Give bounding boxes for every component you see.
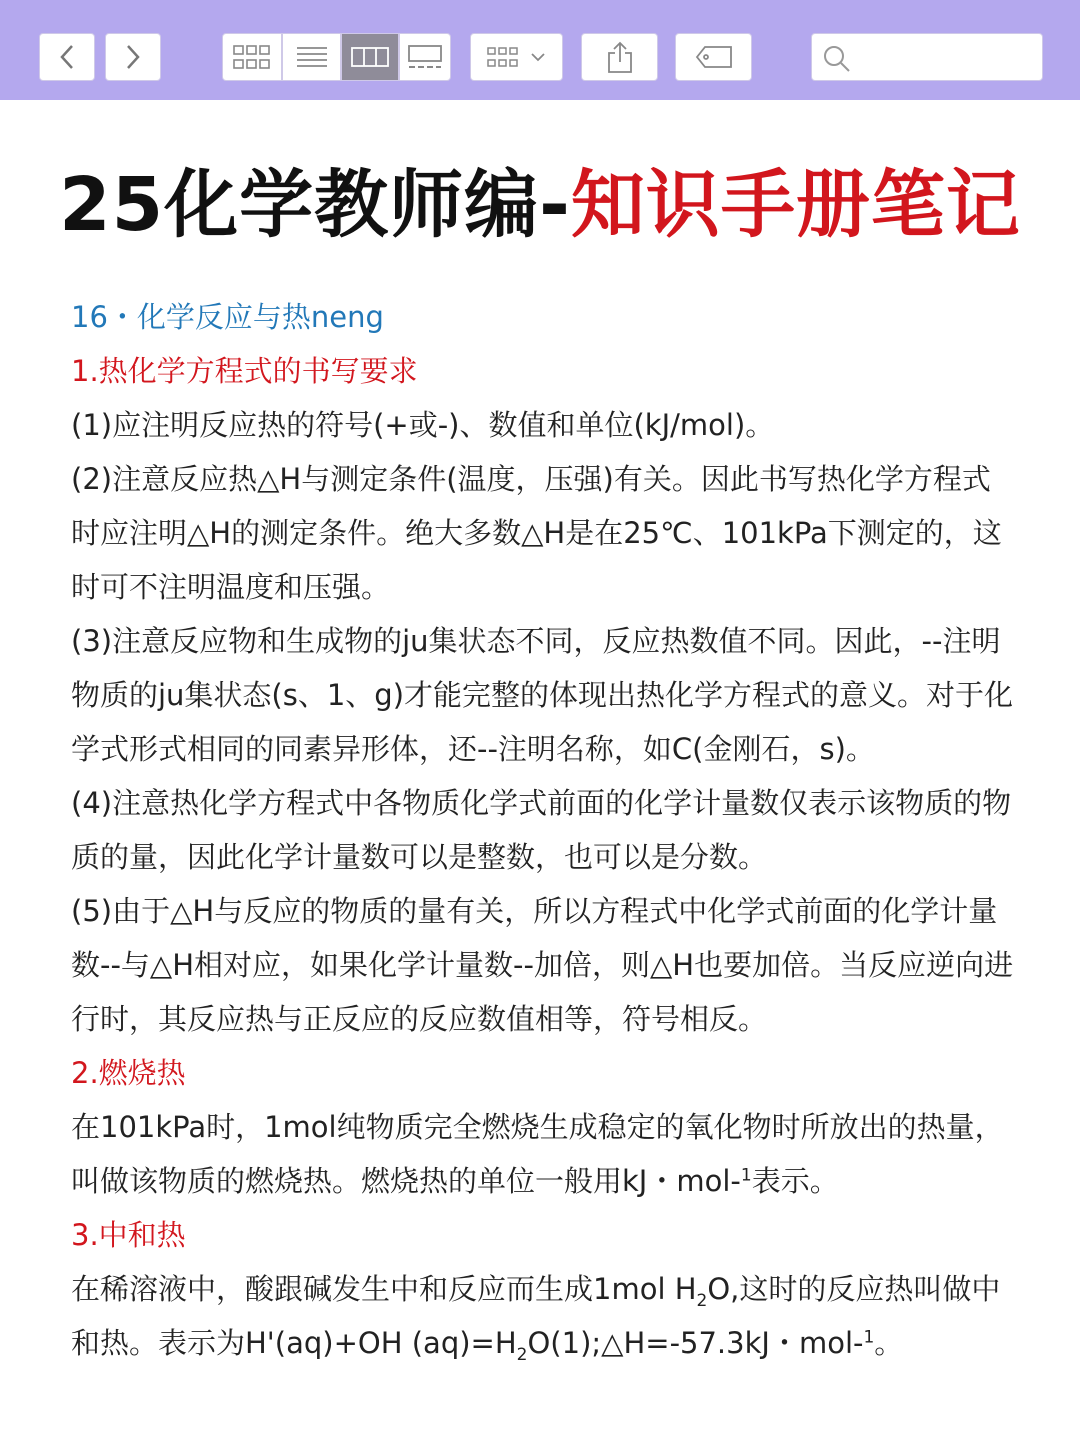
forward-icon bbox=[123, 43, 143, 71]
paragraph-2: (2)注意反应热△H与测定条件(温度，压强)有关。因此书写热化学方程式时应注明△H的测定条件。绝大多数△H是在25℃、101kPa下测定的，这时可不注明温度和压强。 bbox=[71, 462, 1002, 604]
paragraph-6-tail: 表示。 bbox=[751, 1164, 839, 1198]
paragraph-6 bbox=[71, 1100, 1016, 1208]
subscript: 2 bbox=[696, 1290, 708, 1311]
search-icon bbox=[822, 44, 852, 74]
back-button[interactable] bbox=[39, 33, 95, 81]
share-button[interactable] bbox=[581, 33, 658, 81]
column-view-button[interactable] bbox=[341, 33, 399, 81]
paragraph-7-text-2: O,这时的反应热叫做中和热。表示为H'(aq)+OH (aq)=H bbox=[71, 1272, 1001, 1360]
paragraph-7-tail: 。 bbox=[874, 1326, 904, 1360]
list-view-icon bbox=[295, 44, 329, 70]
grid-view-icon bbox=[232, 43, 272, 71]
tag-icon bbox=[694, 44, 734, 70]
note-body bbox=[71, 290, 1016, 1370]
grid-view-button[interactable] bbox=[222, 33, 282, 81]
subscript: 2 bbox=[516, 1344, 528, 1365]
group-button[interactable] bbox=[470, 33, 563, 81]
subheading-3: 3.中和热 bbox=[71, 1218, 186, 1252]
paragraph-6-text: 在101kPa时，1mol纯物质完全燃烧生成稳定的氧化物时所放出的热量，叫做该物质的燃烧热。燃烧热的单位一般用kJ・mol- bbox=[71, 1110, 1004, 1198]
title-accent: 知识手册笔记 bbox=[570, 162, 1021, 248]
tag-button[interactable] bbox=[675, 33, 752, 81]
paragraph-7-text-3: O(1);△H=-57.3kJ・mol- bbox=[527, 1326, 864, 1360]
paragraph-1: (1)应注明反应热的符号(+或-)、数值和单位(kJ/mol)。 bbox=[71, 408, 775, 442]
forward-button[interactable] bbox=[105, 33, 161, 81]
paragraph-7 bbox=[71, 1262, 1016, 1370]
group-icon bbox=[482, 43, 552, 71]
section-heading: 16・化学反应与热neng bbox=[71, 300, 384, 334]
list-view-button[interactable] bbox=[282, 33, 341, 81]
subheading-1: 1.热化学方程式的书写要求 bbox=[71, 354, 418, 388]
paragraph-5: (5)由于△H与反应的物质的量有关，所以方程式中化学式前面的化学计量数--与△H相对应，如果化学计量数--加倍，则△H也要加倍。当反应逆向进行时，其反应热与正反应的反应数值相等，符号相反。 bbox=[71, 894, 1014, 1036]
page-title bbox=[0, 160, 1080, 250]
search-field[interactable] bbox=[811, 33, 1043, 81]
paragraph-3: (3)注意反应物和生成物的ju集状态不同，反应热数值不同。因此，--注明物质的ju集状态(s、1、g)才能完整的体现出热化学方程式的意义。对于化学式形式相同的同素异形体，还--注明名称，如C(金刚石，s)。 bbox=[71, 624, 1014, 766]
column-view-icon bbox=[350, 44, 390, 70]
paragraph-4: (4)注意热化学方程式中各物质化学式前面的化学计量数仅表示该物质的物质的量，因此化学计量数可以是整数，也可以是分数。 bbox=[71, 786, 1012, 874]
paragraph-7-text: 在稀溶液中，酸跟碱发生中和反应而生成1mol H bbox=[71, 1272, 697, 1306]
toolbar bbox=[0, 0, 1080, 100]
back-icon bbox=[57, 43, 77, 71]
superscript: 1 bbox=[740, 1165, 752, 1186]
share-icon bbox=[605, 40, 635, 74]
gallery-view-icon bbox=[405, 43, 445, 71]
subheading-2: 2.燃烧热 bbox=[71, 1056, 186, 1090]
superscript: 1 bbox=[863, 1327, 875, 1348]
gallery-view-button[interactable] bbox=[399, 33, 451, 81]
title-main: 25化学教师编- bbox=[59, 162, 571, 248]
